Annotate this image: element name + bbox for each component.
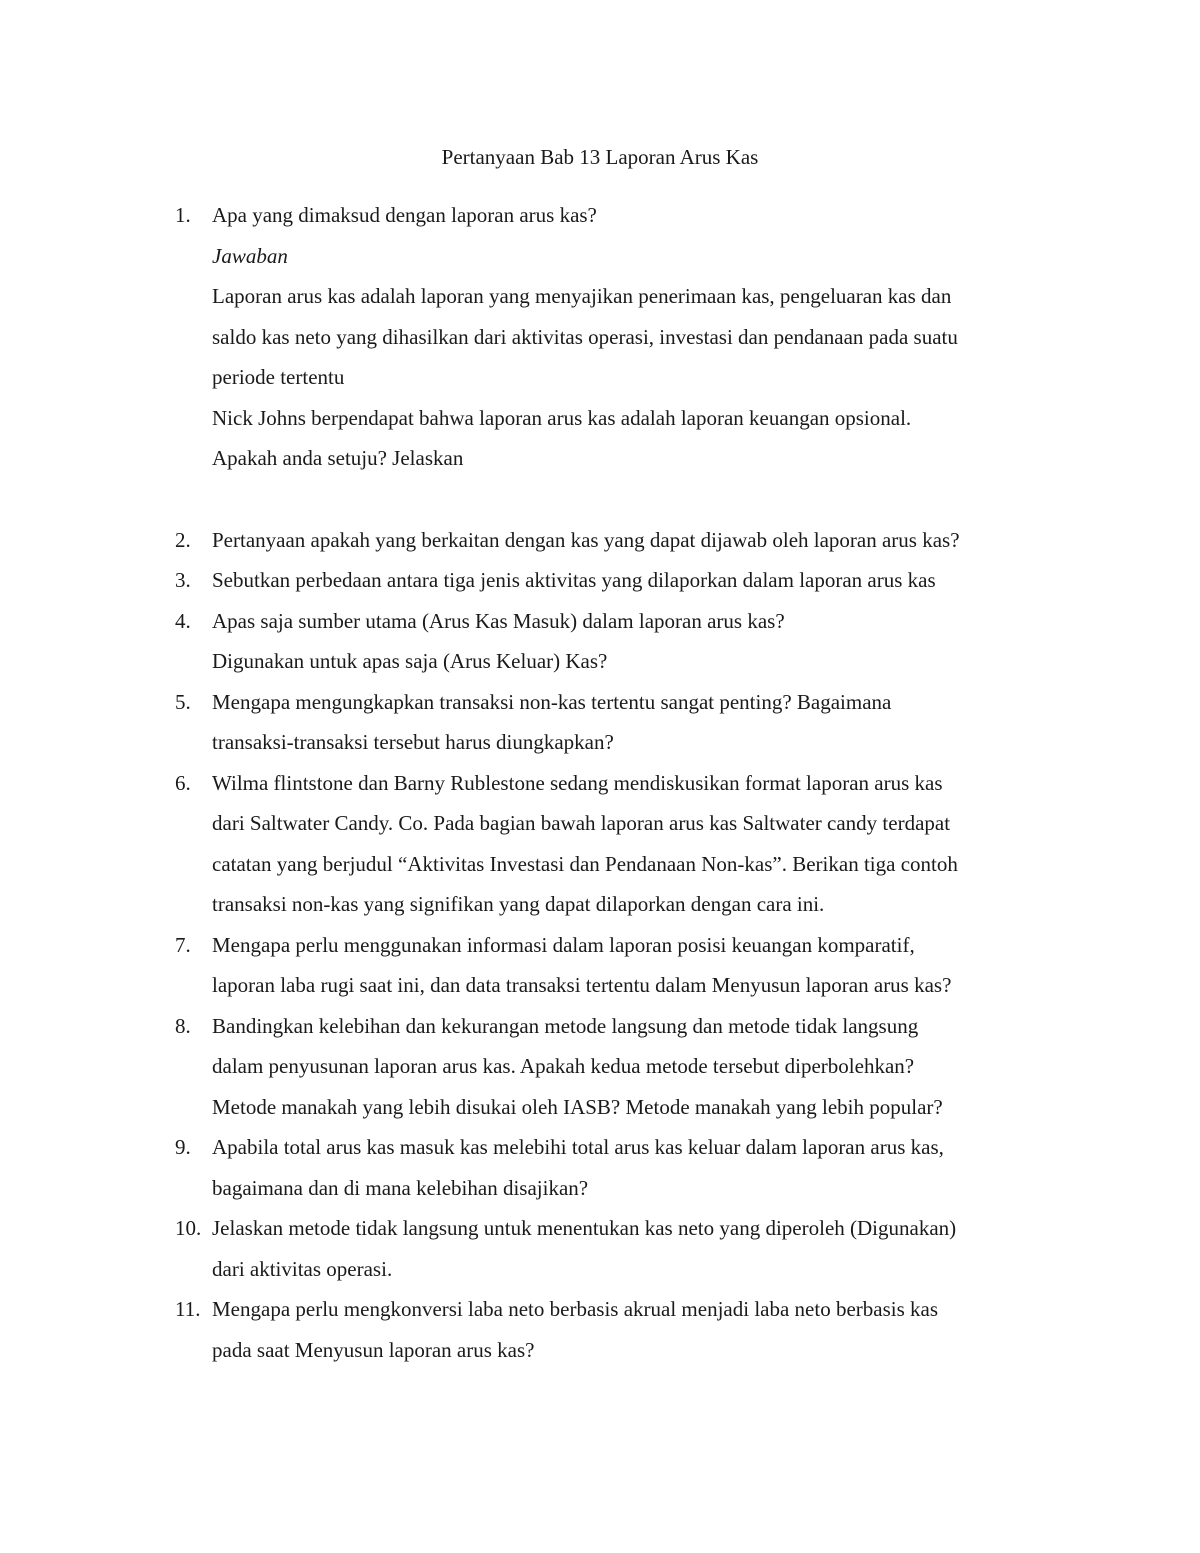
question-text: Mengapa perlu menggunakan informasi dalam laporan posisi keuangan komparatif, bbox=[212, 932, 915, 957]
question-number: 6. bbox=[175, 770, 191, 795]
question-number: 10. bbox=[175, 1216, 202, 1240]
question-text: Bandingkan kelebihan dan kekurangan metode langsung dan metode tidak langsung bbox=[212, 1013, 919, 1038]
answer-text: Laporan arus kas adalah laporan yang menyajikan penerimaan kas, pengeluaran kas dan bbox=[212, 284, 952, 308]
question-text: Apakah anda setuju? Jelaskan bbox=[212, 446, 464, 470]
question-item-4 bbox=[168, 601, 1068, 682]
answer-text: saldo kas neto yang dihasilkan dari aktivitas operasi, investasi dan pendanaan pada suatu bbox=[212, 324, 958, 349]
question-text: Apabila total arus kas masuk kas melebihi total arus kas keluar dalam laporan arus kas, bbox=[212, 1135, 944, 1159]
question-number: 7. bbox=[175, 932, 191, 957]
question-text: Sebutkan perbedaan antara tiga jenis aktivitas yang dilaporkan dalam laporan arus kas bbox=[212, 568, 936, 592]
question-text: Metode manakah yang lebih disukai oleh IASB? Metode manakah yang lebih popular? bbox=[212, 1094, 943, 1119]
question-text: Apas saja sumber utama (Arus Kas Masuk) dalam laporan arus kas? bbox=[212, 608, 785, 633]
answer-heading: Jawaban bbox=[212, 243, 288, 268]
question-number: 1. bbox=[175, 203, 191, 227]
question-text: Digunakan untuk apas saja (Arus Keluar) Kas? bbox=[212, 649, 608, 673]
question-item-5 bbox=[168, 682, 1068, 763]
question-number: 4. bbox=[175, 608, 191, 633]
question-text: Nick Johns berpendapat bahwa laporan arus kas adalah laporan keuangan opsional. bbox=[212, 405, 912, 430]
question-number: 5. bbox=[175, 689, 191, 714]
question-text: transaksi non-kas yang signifikan yang dapat dilaporkan dengan cara ini. bbox=[212, 892, 825, 916]
question-number: 9. bbox=[175, 1135, 191, 1159]
question-text: Jelaskan metode tidak langsung untuk menentukan kas neto yang diperoleh (Digunakan) bbox=[212, 1216, 957, 1240]
question-text: laporan laba rugi saat ini, dan data transaksi tertentu dalam Menyusun laporan arus kas? bbox=[212, 973, 952, 997]
question-text: catatan yang berjudul “Aktivitas Investasi dan Pendanaan Non-kas”. Berikan tiga contoh bbox=[212, 851, 958, 876]
question-number: 3. bbox=[175, 568, 191, 592]
question-item-6 bbox=[168, 763, 1068, 925]
question-text: transaksi-transaksi tersebut harus diungkapkan? bbox=[212, 730, 614, 754]
question-number: 8. bbox=[175, 1013, 191, 1038]
question-text: Mengapa perlu mengkonversi laba neto berbasis akrual menjadi laba neto berbasis kas bbox=[212, 1297, 939, 1321]
question-item-7 bbox=[168, 925, 1068, 1006]
question-text: Pertanyaan apakah yang berkaitan dengan kas yang dapat dijawab oleh laporan arus kas? bbox=[212, 527, 960, 552]
question-text: dalam penyusunan laporan arus kas. Apakah kedua metode tersebut diperbolehkan? bbox=[212, 1054, 915, 1078]
question-item-2 bbox=[168, 520, 1068, 561]
question-text: Wilma flintstone dan Barny Rublestone sedang mendiskusikan format laporan arus kas bbox=[212, 770, 943, 795]
question-text: pada saat Menyusun laporan arus kas? bbox=[212, 1337, 535, 1362]
question-number: 11. bbox=[175, 1297, 201, 1321]
question-text: Apa yang dimaksud dengan laporan arus kas? bbox=[212, 203, 597, 227]
question-item-9 bbox=[168, 1127, 1068, 1208]
question-text: bagaimana dan di mana kelebihan disajikan? bbox=[212, 1175, 589, 1200]
question-item-3 bbox=[168, 560, 1068, 601]
question-list bbox=[168, 195, 1068, 1370]
question-text: dari aktivitas operasi. bbox=[212, 1256, 393, 1281]
question-text: dari Saltwater Candy. Co. Pada bagian bawah laporan arus kas Saltwater candy terdapat bbox=[212, 811, 951, 835]
question-item-8 bbox=[168, 1006, 1068, 1128]
document-title: Pertanyaan Bab 13 Laporan Arus Kas bbox=[441, 145, 759, 169]
question-text: Mengapa mengungkapkan transaksi non-kas tertentu sangat penting? Bagaimana bbox=[212, 689, 892, 714]
answer-text: periode tertentu bbox=[212, 365, 345, 389]
question-item-11 bbox=[168, 1289, 1068, 1370]
question-number: 2. bbox=[175, 527, 191, 552]
question-item-10 bbox=[168, 1208, 1068, 1289]
question-item-1 bbox=[168, 195, 1068, 479]
